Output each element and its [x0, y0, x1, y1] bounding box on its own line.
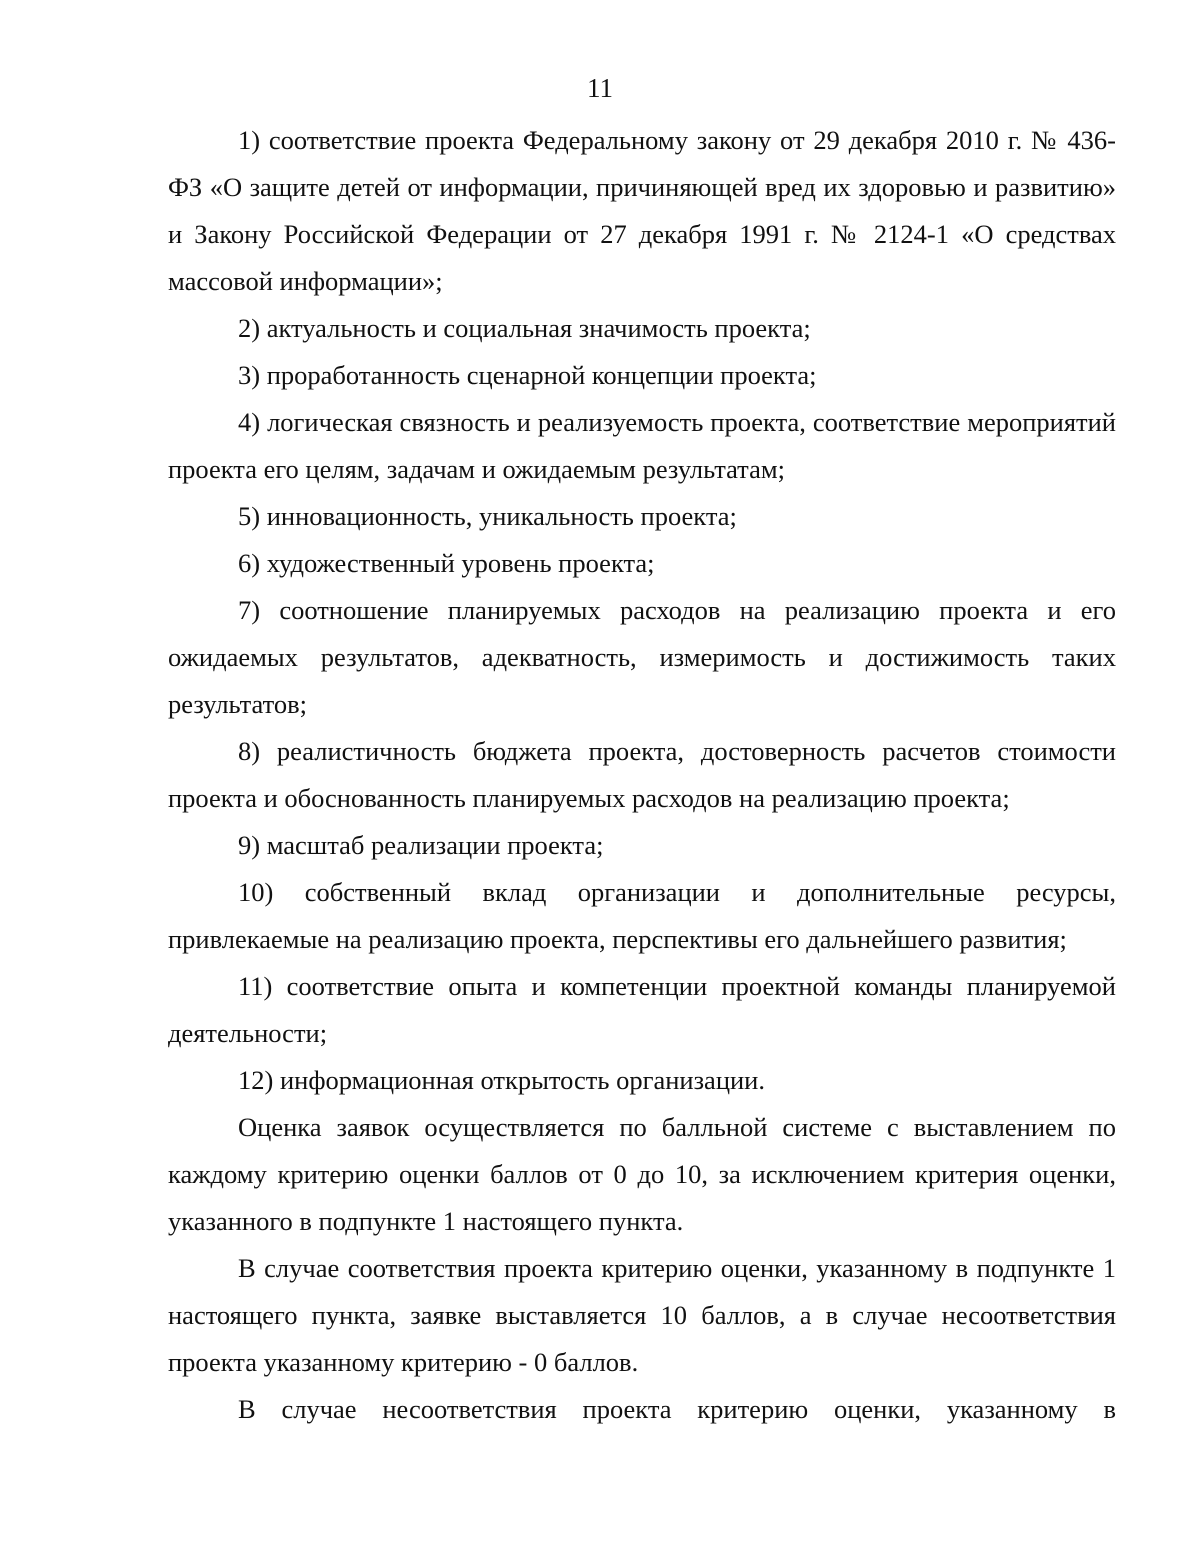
criterion-1-paragraph: 1) соответствие проекта Федеральному закону от 29 декабря 2010 г. № 436-ФЗ «О защите детей от информации, причиняющей вред их здоровью и развитию» и Закону Российской Федерации от 27 декабря 1991 г. № 2124-1 «О средствах массовой информации»; [168, 125, 1116, 296]
noncompliance-paragraph: В случае несоответствия проекта критерию оценки, указанному в [238, 1394, 1116, 1424]
page-number: 11 [587, 73, 613, 103]
criterion-3-paragraph: 3) проработанность сценарной концепции проекта; [238, 360, 817, 390]
evaluation-method-paragraph: Оценка заявок осуществляется по балльной системе с выставлением по каждому критерию оценки баллов от 0 до 10, за исключением критерия оценки, указанного в подпункте 1 настоящего пункта. [168, 1112, 1116, 1236]
compliance-score-paragraph: В случае соответствия проекта критерию оценки, указанному в подпункте 1 настоящего пункта, заявке выставляется 10 баллов, а в случае несоответствия проекта указанному критерию - 0 баллов. [168, 1253, 1116, 1377]
criterion-5-paragraph: 5) инновационность, уникальность проекта; [238, 501, 737, 531]
criterion-9-paragraph: 9) масштаб реализации проекта; [238, 830, 604, 860]
document-body [168, 117, 1116, 1433]
criterion-11-paragraph: 11) соответствие опыта и компетенции проектной команды планируемой деятельности; [168, 971, 1116, 1048]
criterion-10-paragraph: 10) собственный вклад организации и дополнительные ресурсы, привлекаемые на реализацию проекта, перспективы его дальнейшего развития; [168, 877, 1116, 954]
criterion-12-paragraph: 12) информационная открытость организации. [238, 1065, 765, 1095]
criterion-8-paragraph: 8) реалистичность бюджета проекта, достоверность расчетов стоимости проекта и обоснованность планируемых расходов на реализацию проекта; [168, 736, 1116, 813]
criterion-2-paragraph: 2) актуальность и социальная значимость проекта; [238, 313, 811, 343]
criterion-6-paragraph: 6) художественный уровень проекта; [238, 548, 655, 578]
criterion-7-paragraph: 7) соотношение планируемых расходов на реализацию проекта и его ожидаемых результатов, адекватность, измеримость и достижимость таких результатов; [168, 595, 1116, 719]
criterion-4-paragraph: 4) логическая связность и реализуемость проекта, соответствие мероприятий проекта его целям, задачам и ожидаемым результатам; [168, 407, 1116, 484]
